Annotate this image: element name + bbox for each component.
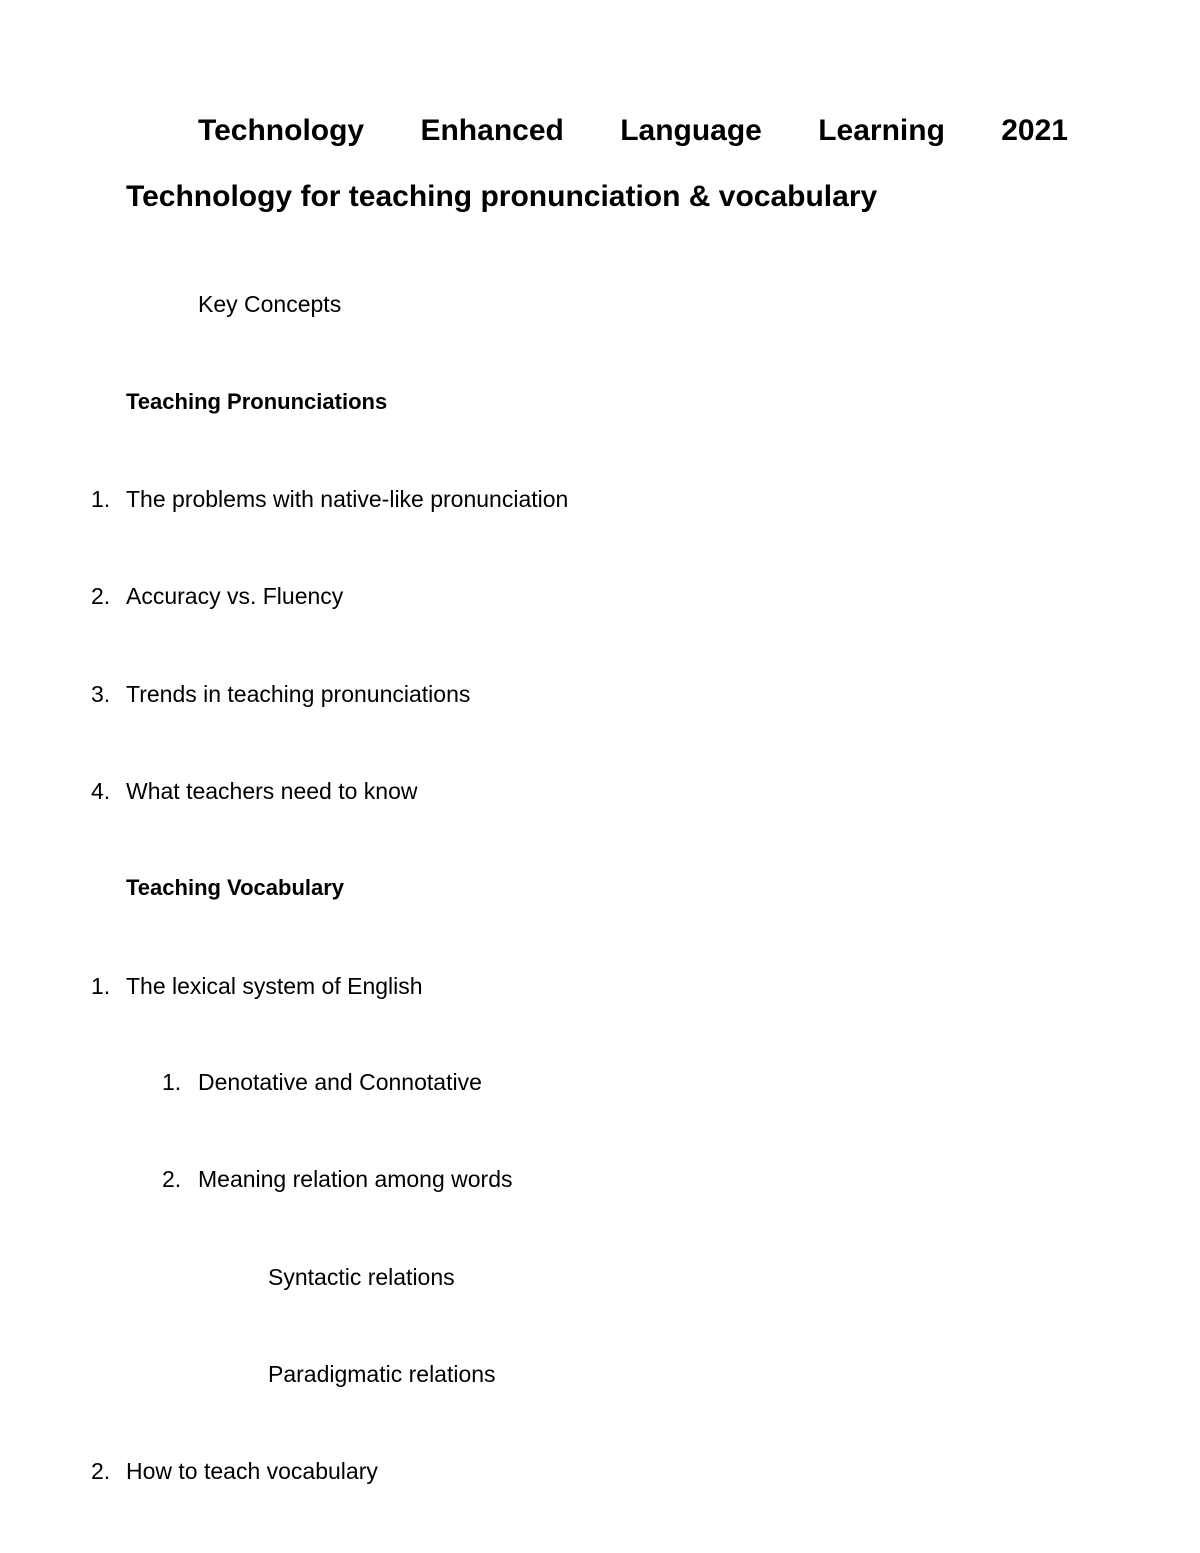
- sublist-item: Denotative and Connotative: [198, 1069, 482, 1095]
- document-subtitle: Technology for teaching pronunciation & vocabulary: [126, 180, 878, 213]
- sublist-item: Meaning relation among words: [198, 1166, 513, 1192]
- list-number: 3.: [91, 681, 111, 707]
- list-item: The lexical system of English: [126, 973, 423, 999]
- relation-item: Syntactic relations: [268, 1264, 455, 1290]
- title-word: 2021: [1001, 114, 1068, 147]
- title-word: Enhanced: [420, 114, 564, 147]
- list-item: Accuracy vs. Fluency: [126, 583, 344, 609]
- list-item: Trends in teaching pronunciations: [126, 681, 471, 707]
- relation-item: Paradigmatic relations: [268, 1361, 496, 1387]
- sublist-number: 1.: [162, 1069, 182, 1095]
- list-number: 1.: [91, 973, 111, 999]
- title-word: Language: [620, 114, 762, 147]
- list-item: How to teach vocabulary: [126, 1458, 378, 1484]
- list-number: 2.: [91, 583, 111, 609]
- title-word: Technology: [198, 114, 365, 147]
- key-concepts-label: Key Concepts: [198, 291, 342, 317]
- list-item: The problems with native-like pronunciation: [126, 486, 569, 512]
- list-number: 4.: [91, 778, 111, 804]
- list-number: 1.: [91, 486, 111, 512]
- document-title: [198, 112, 1068, 150]
- sublist-number: 2.: [162, 1166, 182, 1192]
- vocabulary-heading: Teaching Vocabulary: [126, 875, 345, 900]
- title-word: Learning: [818, 114, 945, 147]
- list-item: What teachers need to know: [126, 778, 418, 804]
- pronunciation-heading: Teaching Pronunciations: [126, 389, 388, 414]
- list-number: 2.: [91, 1458, 111, 1484]
